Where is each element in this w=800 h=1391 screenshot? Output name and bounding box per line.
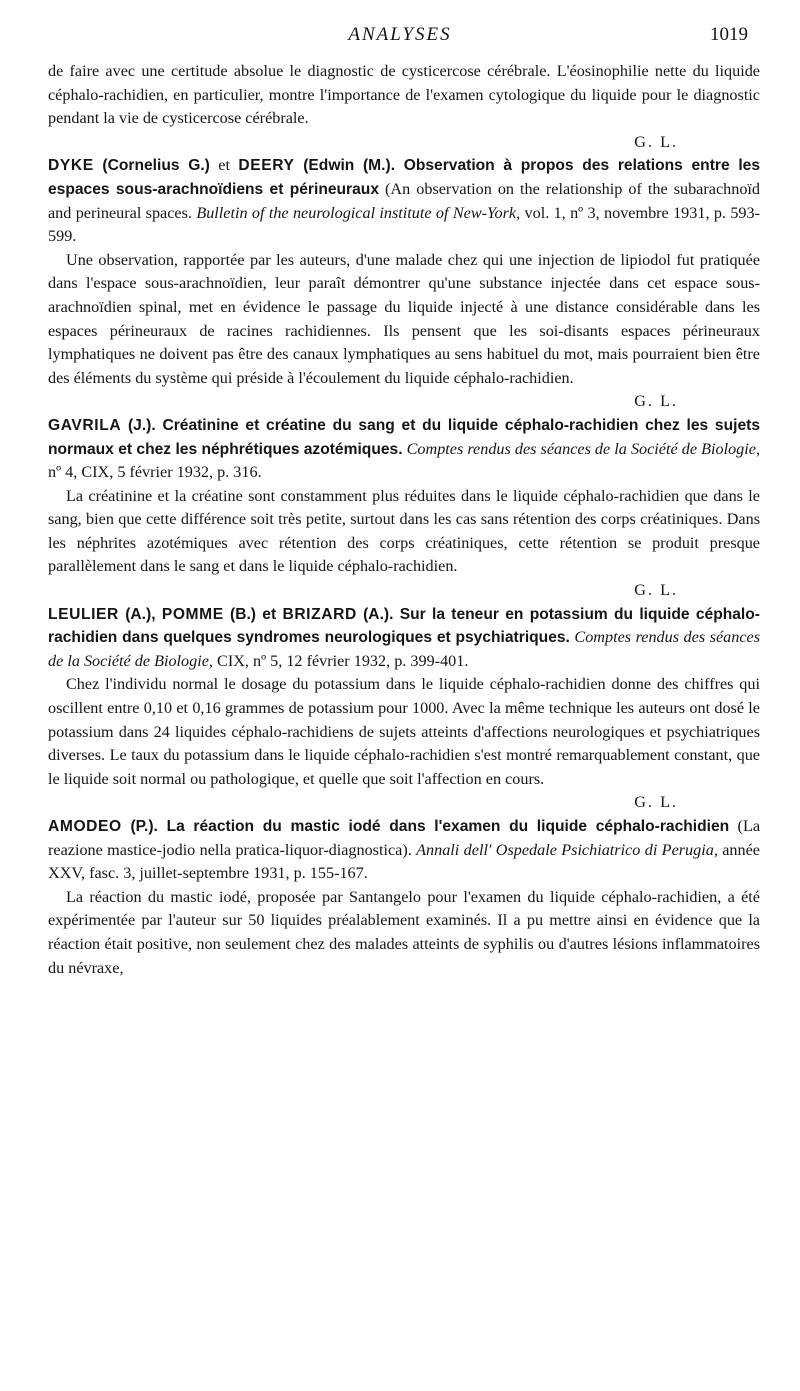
entry-heading	[48, 154, 760, 248]
entry-body: La créatinine et la créatine sont constamment plus réduites dans le liquide céphalo-rachidien que dans le sang, bien que cette différence soit très petite, surtout dans les cas sans rétention des corps créatiniques. Dans les néphrites azotémiques avec rétention des corps créatiniques, cette rétention se produit presque parallèlement dans le sang et dans le liquide céphalo-rachidien.	[48, 486, 760, 576]
entry-title: Sur la teneur en potassium du liquide céphalo-rachidien dans quelques syndromes neurologiques et psychiatriques.	[48, 605, 760, 647]
entry-body: Une observation, rapportée par les auteurs, d'une malade chez qui une injection de lipiodol fut pratiquée dans l'espace sous-arachnoïdien, leur paraît démontrer qu'une substance injectée dans cet espace sous-arachnoïdien spinal, met en évidence le passage du liquide injecté à une distance considérable dans les espaces périneuraux de racines rachidiennes. Ils pensent que les soi-disants espaces périneuraux lymphatiques ne doivent pas être des canaux lymphatiques au sens habituel du mot, mais pourraient bien être des éléments du système qui préside à l'écoulement du liquide céphalo-rachidien.	[48, 250, 760, 387]
conjunction: et	[209, 156, 239, 175]
text-column	[48, 60, 760, 980]
author-given: (B.) et	[223, 605, 283, 623]
reviewer-signature: G. L.	[634, 793, 678, 812]
journal-name: Comptes rendus des séances de la Société de Biologie,	[48, 628, 760, 670]
author-surname: BRIZARD	[282, 605, 357, 623]
reviewer-signature: G. L.	[634, 581, 678, 600]
author-surname: POMME	[161, 605, 224, 623]
entry-body: Chez l'individu normal le dosage du potassium dans le liquide céphalo-rachidien donne des chiffres qui oscillent entre 0,10 et 0,16 grammes de potassium pour 1000. Avec la même technique les auteurs ont dosé le potassium dans 24 liquides céphalo-rachidiens de sujets atteints d'affections neurologiques et psychiatriques diverses. Le taux du potassium dans le liquide céphalo-rachidien s'est montré remarquablement constant, que le liquide soit normal ou pathologique, et quelle que soit l'affection en cours.	[48, 675, 760, 788]
author-given: (Cornelius G.)	[93, 157, 210, 175]
author-given: (A.).	[356, 605, 400, 623]
continued-paragraph: de faire avec une certitude absolue le diagnostic de cysticercose cérébrale. L'éosinophilie nette du liquide céphalo-rachidien, en particulier, montre l'importance de l'examen cytologique du liquide pour le diagnostic pendant la vie de cysticercose cérébrale.	[48, 62, 760, 128]
citation: vol. 1, nº 3, novembre 1931, p. 593-599.	[48, 203, 760, 246]
citation: année XXV, fasc. 3, juillet-septembre 1931, p. 155-167.	[48, 840, 760, 883]
page-number: 1019	[710, 24, 748, 45]
running-title: ANALYSES	[348, 24, 452, 45]
author-surname: DYKE	[48, 157, 94, 175]
author-surname: AMODEO	[48, 818, 122, 835]
journal-name: Bulletin of the neurological institute of New-York,	[196, 203, 521, 222]
author-surname: DEERY	[238, 157, 295, 175]
title-translation: (An observation on the relationship of the subarachnoïd and perineural spaces.	[48, 179, 761, 222]
title-translation: (La reazione mastice-jodio nella pratica-liquor-diagnostica).	[48, 817, 761, 859]
entry-heading	[48, 815, 760, 886]
citation: nº 4, CIX, 5 février 1932, p. 316.	[48, 463, 262, 482]
entry-heading	[48, 603, 760, 674]
reviewer-signature: G. L.	[634, 392, 678, 411]
author-given: (Edwin (M.).	[294, 157, 404, 175]
author-given: (J.).	[121, 416, 163, 434]
entry-heading	[48, 414, 760, 485]
running-head	[0, 24, 800, 48]
author-surname: LEULIER	[48, 605, 119, 623]
entry-title: Observation à propos des relations entre les espaces sous-arachnoïdiens et périneuraux	[48, 157, 760, 198]
author-given: (P.).	[121, 818, 167, 835]
entry-title: La réaction du mastic iodé dans l'examen du liquide céphalo-rachidien	[166, 818, 730, 835]
entry-title: Créatinine et créatine du sang et du liquide céphalo-rachidien chez les sujets normaux et chez les néphrétiques azotémiques.	[48, 416, 760, 458]
journal-name: Annali dell' Ospedale Psichiatrico di Perugia,	[416, 840, 718, 859]
citation: CIX, nº 5, 12 février 1932, p. 399-401.	[212, 651, 469, 670]
reviewer-signature: G. L.	[634, 132, 678, 151]
journal-name: Comptes rendus des séances de la Société de Biologie,	[402, 439, 760, 458]
author-given: (A.),	[118, 605, 162, 623]
author-surname: GAVRILA	[48, 416, 122, 434]
entry-body: La réaction du mastic iodé, proposée par Santangelo pour l'examen du liquide céphalo-rachidien, a été expérimentée par l'auteur sur 50 liquides préalablement examinés. Il a pu mettre ainsi en évidence que la réaction était positive, non seulement chez des malades atteints de syphilis ou d'autres lésions inflammatoires du névraxe,	[48, 887, 760, 977]
